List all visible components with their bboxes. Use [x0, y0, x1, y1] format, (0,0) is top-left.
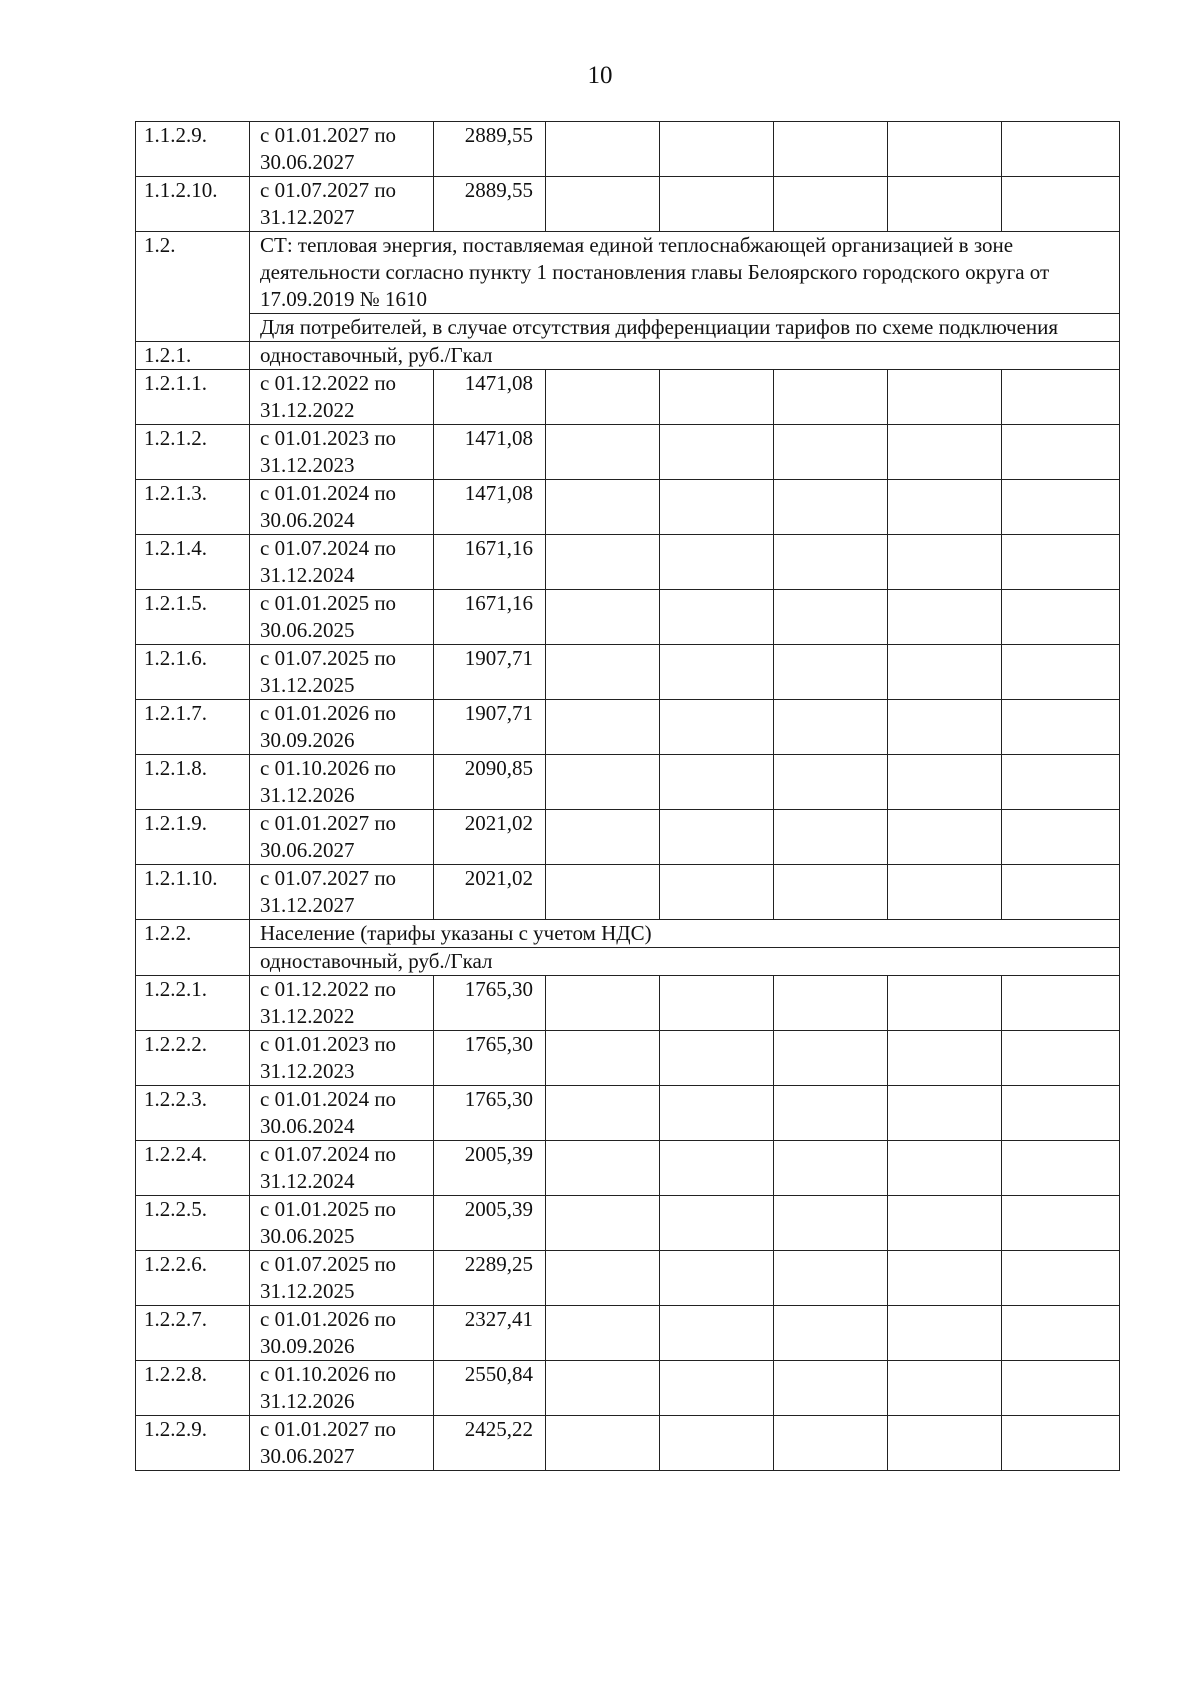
tariff-row: [136, 1196, 1120, 1251]
row-value: 2550,84: [434, 1361, 546, 1416]
tariff-row: [136, 865, 1120, 920]
empty-cell: [888, 645, 1002, 700]
row-period: с 01.01.2027 по 30.06.2027: [250, 1416, 434, 1471]
empty-cell: [888, 700, 1002, 755]
empty-cell: [1002, 1416, 1120, 1471]
empty-cell: [1002, 976, 1120, 1031]
empty-cell: [660, 1196, 774, 1251]
empty-cell: [1002, 1251, 1120, 1306]
empty-cell: [660, 535, 774, 590]
empty-cell: [774, 1031, 888, 1086]
tariff-row: [136, 370, 1120, 425]
empty-cell: [774, 1306, 888, 1361]
empty-cell: [774, 1141, 888, 1196]
row-period: с 01.10.2026 по 31.12.2026: [250, 1361, 434, 1416]
row-period: с 01.01.2025 по 30.06.2025: [250, 1196, 434, 1251]
row-period: с 01.12.2022 по 31.12.2022: [250, 976, 434, 1031]
empty-cell: [1002, 865, 1120, 920]
empty-cell: [546, 810, 660, 865]
empty-cell: [774, 1251, 888, 1306]
row-code: 1.2.1.7.: [136, 700, 250, 755]
row-period: с 01.01.2024 по 30.06.2024: [250, 480, 434, 535]
empty-cell: [1002, 535, 1120, 590]
empty-cell: [546, 1196, 660, 1251]
section-1-2-1-label: одноставочный, руб./Гкал: [250, 342, 1120, 370]
row-code: 1.2.1.6.: [136, 645, 250, 700]
empty-cell: [546, 976, 660, 1031]
row-code: 1.2.2.3.: [136, 1086, 250, 1141]
row-code: 1.2.2.1.: [136, 976, 250, 1031]
empty-cell: [546, 122, 660, 177]
page-number: 10: [587, 62, 613, 89]
empty-cell: [546, 370, 660, 425]
empty-cell: [774, 1416, 888, 1471]
tariff-table: [135, 121, 1120, 1471]
row-value: 2005,39: [434, 1196, 546, 1251]
empty-cell: [888, 976, 1002, 1031]
section-1-2-2-rows: [136, 976, 1120, 1471]
row-code: 1.2.1.9.: [136, 810, 250, 865]
row-period: с 01.01.2027 по 30.06.2027: [250, 810, 434, 865]
empty-cell: [546, 535, 660, 590]
row-value: 2289,25: [434, 1251, 546, 1306]
empty-cell: [888, 590, 1002, 645]
empty-cell: [660, 810, 774, 865]
empty-cell: [660, 1416, 774, 1471]
row-value: 1471,08: [434, 480, 546, 535]
empty-cell: [1002, 1086, 1120, 1141]
section-1-2-2-label: Население (тарифы указаны с учетом НДС): [250, 920, 1120, 948]
empty-cell: [774, 700, 888, 755]
row-code: 1.2.1.3.: [136, 480, 250, 535]
row-period: с 01.01.2026 по 30.09.2026: [250, 1306, 434, 1361]
section-1-2-2-subheader-row: [136, 948, 1120, 976]
empty-cell: [660, 865, 774, 920]
row-code: 1.2.2.6.: [136, 1251, 250, 1306]
empty-cell: [546, 1361, 660, 1416]
row-period: с 01.10.2026 по 31.12.2026: [250, 755, 434, 810]
row-value: 2425,22: [434, 1416, 546, 1471]
empty-cell: [774, 645, 888, 700]
empty-cell: [1002, 425, 1120, 480]
empty-cell: [888, 865, 1002, 920]
tariff-row: [136, 590, 1120, 645]
row-code: 1.2.2.8.: [136, 1361, 250, 1416]
empty-cell: [888, 810, 1002, 865]
empty-cell: [660, 590, 774, 645]
row-period: с 01.07.2027 по 31.12.2027: [250, 177, 434, 232]
empty-cell: [660, 1251, 774, 1306]
tariff-row: [136, 425, 1120, 480]
tariff-row: [136, 976, 1120, 1031]
row-value: 1471,08: [434, 425, 546, 480]
row-period: с 01.07.2024 по 31.12.2024: [250, 1141, 434, 1196]
empty-cell: [774, 810, 888, 865]
empty-cell: [888, 535, 1002, 590]
empty-cell: [546, 425, 660, 480]
row-period: с 01.01.2025 по 30.06.2025: [250, 590, 434, 645]
row-value: 1671,16: [434, 590, 546, 645]
tariff-row: [136, 1086, 1120, 1141]
section-1-2-subheading-row: [136, 314, 1120, 342]
empty-cell: [888, 370, 1002, 425]
section-1-1-2-rows: [136, 122, 1120, 232]
empty-cell: [888, 1031, 1002, 1086]
tariff-row: [136, 177, 1120, 232]
row-period: с 01.12.2022 по 31.12.2022: [250, 370, 434, 425]
empty-cell: [774, 480, 888, 535]
empty-cell: [1002, 755, 1120, 810]
row-value: 1907,71: [434, 700, 546, 755]
empty-cell: [888, 177, 1002, 232]
empty-cell: [546, 590, 660, 645]
empty-cell: [660, 976, 774, 1031]
empty-cell: [546, 1416, 660, 1471]
empty-cell: [888, 1416, 1002, 1471]
row-period: с 01.07.2027 по 31.12.2027: [250, 865, 434, 920]
empty-cell: [660, 480, 774, 535]
row-value: 2889,55: [434, 122, 546, 177]
empty-cell: [1002, 700, 1120, 755]
row-value: 2021,02: [434, 810, 546, 865]
section-1-2-1-code: 1.2.1.: [136, 342, 250, 370]
row-period: с 01.01.2027 по 30.06.2027: [250, 122, 434, 177]
row-code: 1.2.2.2.: [136, 1031, 250, 1086]
empty-cell: [888, 425, 1002, 480]
empty-cell: [546, 1251, 660, 1306]
empty-cell: [546, 1141, 660, 1196]
row-value: 1471,08: [434, 370, 546, 425]
row-value: 2005,39: [434, 1141, 546, 1196]
tariff-row: [136, 1306, 1120, 1361]
empty-cell: [888, 1141, 1002, 1196]
section-1-2-header-row: [136, 232, 1120, 314]
empty-cell: [1002, 177, 1120, 232]
row-period: с 01.01.2026 по 30.09.2026: [250, 700, 434, 755]
empty-cell: [1002, 1306, 1120, 1361]
row-code: 1.2.1.1.: [136, 370, 250, 425]
empty-cell: [1002, 810, 1120, 865]
empty-cell: [1002, 1361, 1120, 1416]
tariff-row: [136, 1361, 1120, 1416]
row-code: 1.2.2.4.: [136, 1141, 250, 1196]
empty-cell: [546, 1086, 660, 1141]
section-1-2-2-sublabel: одноставочный, руб./Гкал: [250, 948, 1120, 976]
section-1-2-description: СТ: тепловая энергия, поставляемая единой теплоснабжающей организацией в зоне деятельности согласно пункту 1 постановления главы Белоярского городского округа от 17.09.2019 № 1610: [250, 232, 1120, 314]
empty-cell: [1002, 645, 1120, 700]
section-1-2: [136, 232, 1120, 370]
empty-cell: [660, 700, 774, 755]
row-value: 2090,85: [434, 755, 546, 810]
empty-cell: [1002, 1196, 1120, 1251]
row-value: 1671,16: [434, 535, 546, 590]
row-period: с 01.07.2025 по 31.12.2025: [250, 645, 434, 700]
row-period: с 01.01.2023 по 31.12.2023: [250, 1031, 434, 1086]
tariff-row: [136, 1031, 1120, 1086]
empty-cell: [888, 480, 1002, 535]
empty-cell: [774, 1086, 888, 1141]
empty-cell: [660, 370, 774, 425]
empty-cell: [546, 1031, 660, 1086]
empty-cell: [888, 1361, 1002, 1416]
section-1-2-2-code: 1.2.2.: [136, 920, 250, 976]
section-1-2-2: [136, 920, 1120, 976]
row-code: 1.2.2.7.: [136, 1306, 250, 1361]
empty-cell: [546, 755, 660, 810]
empty-cell: [660, 1086, 774, 1141]
empty-cell: [774, 122, 888, 177]
empty-cell: [1002, 480, 1120, 535]
empty-cell: [546, 177, 660, 232]
row-period: с 01.01.2023 по 31.12.2023: [250, 425, 434, 480]
row-value: 1907,71: [434, 645, 546, 700]
tariff-row: [136, 700, 1120, 755]
row-value: 2021,02: [434, 865, 546, 920]
tariff-row: [136, 480, 1120, 535]
row-period: с 01.07.2025 по 31.12.2025: [250, 1251, 434, 1306]
row-value: 2889,55: [434, 177, 546, 232]
empty-cell: [774, 425, 888, 480]
empty-cell: [546, 865, 660, 920]
empty-cell: [660, 755, 774, 810]
empty-cell: [774, 976, 888, 1031]
tariff-row: [136, 1416, 1120, 1471]
row-code: 1.2.1.10.: [136, 865, 250, 920]
empty-cell: [888, 755, 1002, 810]
row-value: 1765,30: [434, 1031, 546, 1086]
empty-cell: [774, 177, 888, 232]
empty-cell: [546, 480, 660, 535]
section-1-2-subheading: Для потребителей, в случае отсутствия дифференциации тарифов по схеме подключения: [250, 314, 1120, 342]
row-code: 1.2.1.2.: [136, 425, 250, 480]
empty-cell: [774, 1196, 888, 1251]
empty-cell: [1002, 1031, 1120, 1086]
empty-cell: [546, 700, 660, 755]
row-value: 2327,41: [434, 1306, 546, 1361]
empty-cell: [660, 425, 774, 480]
section-1-2-1-header-row: [136, 342, 1120, 370]
section-1-2-code: 1.2.: [136, 232, 250, 342]
empty-cell: [660, 122, 774, 177]
empty-cell: [888, 122, 1002, 177]
tariff-row: [136, 535, 1120, 590]
empty-cell: [660, 1306, 774, 1361]
empty-cell: [660, 645, 774, 700]
empty-cell: [774, 865, 888, 920]
row-code: 1.2.2.9.: [136, 1416, 250, 1471]
tariff-row: [136, 810, 1120, 865]
empty-cell: [546, 1306, 660, 1361]
empty-cell: [660, 1031, 774, 1086]
empty-cell: [660, 1361, 774, 1416]
tariff-row: [136, 1251, 1120, 1306]
empty-cell: [888, 1306, 1002, 1361]
row-code: 1.2.1.4.: [136, 535, 250, 590]
row-value: 1765,30: [434, 976, 546, 1031]
empty-cell: [774, 1361, 888, 1416]
empty-cell: [1002, 370, 1120, 425]
row-code: 1.1.2.9.: [136, 122, 250, 177]
tariff-row: [136, 645, 1120, 700]
tariff-row: [136, 755, 1120, 810]
empty-cell: [774, 370, 888, 425]
row-code: 1.2.1.8.: [136, 755, 250, 810]
row-code: 1.2.1.5.: [136, 590, 250, 645]
empty-cell: [888, 1086, 1002, 1141]
empty-cell: [660, 177, 774, 232]
empty-cell: [546, 645, 660, 700]
row-period: с 01.07.2024 по 31.12.2024: [250, 535, 434, 590]
row-code: 1.1.2.10.: [136, 177, 250, 232]
empty-cell: [774, 535, 888, 590]
empty-cell: [1002, 590, 1120, 645]
empty-cell: [774, 590, 888, 645]
empty-cell: [660, 1141, 774, 1196]
empty-cell: [888, 1251, 1002, 1306]
row-period: с 01.01.2024 по 30.06.2024: [250, 1086, 434, 1141]
tariff-row: [136, 1141, 1120, 1196]
row-value: 1765,30: [434, 1086, 546, 1141]
empty-cell: [1002, 1141, 1120, 1196]
empty-cell: [774, 755, 888, 810]
tariff-row: [136, 122, 1120, 177]
section-1-2-2-header-row: [136, 920, 1120, 948]
empty-cell: [1002, 122, 1120, 177]
section-1-2-1-rows: [136, 370, 1120, 920]
empty-cell: [888, 1196, 1002, 1251]
row-code: 1.2.2.5.: [136, 1196, 250, 1251]
